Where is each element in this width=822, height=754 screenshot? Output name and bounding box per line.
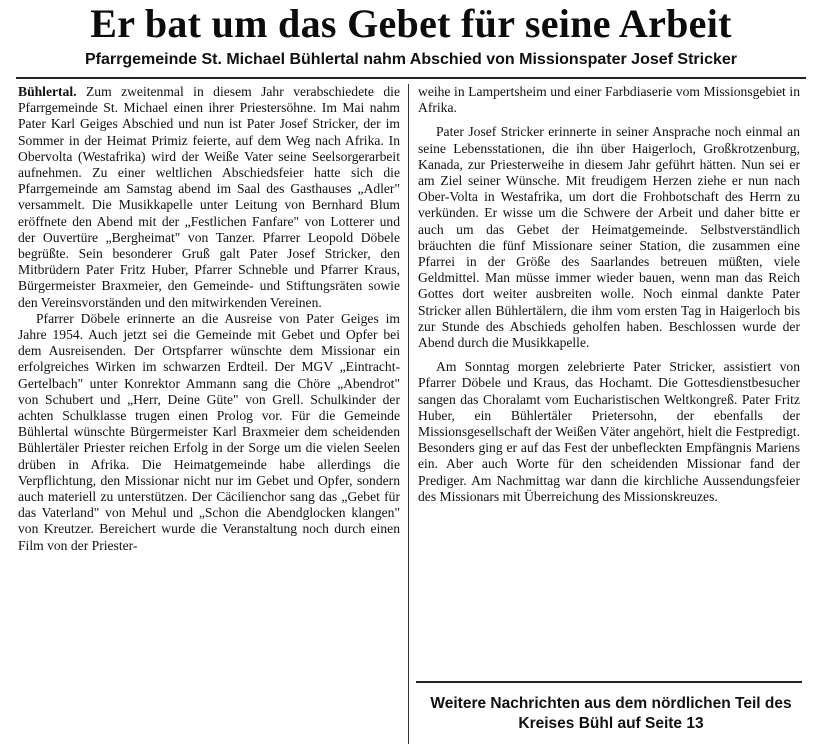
paragraph-5: Am Sonntag morgen zelebrierte Pater Stricker, assistiert von Pfarrer Döbele und Kraus, das Hochamt. Die Gottesdienstbesucher sangen das Choralamt vom Eucharistischen Weltkongreß. Pater Fritz Huber, ein Bühlertäler Prietersohn, der ebenfalls der Missionsgesellschaft der Weißen Väter angehört, hielt die Festpredigt. Besonders ging er auf das Fest der unbefleckten Empfängnis Mariens ein. Aber auch Worte für den scheidenden Missionar fand der Prediger. Am Nachmittag war dann die kirchliche Aussendungsfeier des Missionars mit Überreichung des Missionskreuzes. — [418, 359, 800, 504]
paragraph-4: Pater Josef Stricker erinnerte in seiner Ansprache noch einmal an seine Lebensstationen, die ihn über Haigerloch, Großkrotzenburg, Kanada, zur Priesterweihe in diesem Jahr geführt hätten. Nun sei er am Ziel seiner Wünsche. Mit freudigem Herzen ziehe er nun nach Ober-Volta in Westafrika, um dort die Frohbotschaft des Herrn zu verkünden. Er wisse um die Schwere der Arbeit und daher bitte er auch um das Gebet der Heimatgemeinde. Selbstverständlich bräuchten die fünf Missionare seiner Station, die zusammen eine Pfarrei in der Größe des Saarlandes betreuen müßten, viele Geldmittel. Man müsse immer wieder bauen, wenn man das Reich Gottes dort weiter ausbreiten wolle. Noch einmal dankte Pater Stricker allen Bühlertälern, die ihm vom ersten Tag in Haigerloch bis zur Stunde des Abschieds geholfen haben. Beschlossen wurde der Abend durch die Musikkapelle. — [418, 124, 800, 351]
column-divider — [408, 84, 409, 744]
paragraph-1-text: Zum zweitenmal in diesem Jahr verabschiedete die Pfarrgemeinde St. Michael einen ihrer Priestersöhne. Im Mai nahm Pater Karl Geiges Abschied und nun ist Pater Josef Stricker, der im Sommer in der Heimat Primiz feierte, auf dem Weg nach Afrika. In Obervolta (Westafrika) wird der Weiße Vater seine Seelsorgerarbeit aufnehmen. Zu einer weltlichen Abschiedsfeier hatte sich die Pfarrgemeinde am Samstag abend im Saal des Gasthauses „Adler" versammelt. Die Musikkapelle unter Leitung von Bernhard Blum eröffnete den Abend mit der „Festlichen Fanfare" von Lotterer und der Ouvertüre „Bergheimat" von Tanzer. Pfarrer Leopold Döbele begrüßte. Sein besonderer Gruß galt Pater Josef Stricker, den Mitbrüdern Pater Fritz Huber, Pfarrer Schneble und Pfarrer Kraus, Bürgermeister Braxmeier, den Gemeinde- und Stiftungsräten sowie den Vereinsvorständen und den mitwirkenden Vereinen. — [18, 84, 400, 310]
subheadline: Pfarrgemeinde St. Michael Bühlertal nahm Abschied von Missionspater Josef Stricker — [84, 51, 738, 68]
headline: Er bat um das Gebet für seine Arbeit — [90, 1, 732, 46]
paragraph-2: Pfarrer Döbele erinnerte an die Ausreise von Pater Geiges im Jahre 1954. Auch jetzt sei die Gemeinde mit Gebet und Opfer bei dem Ausreisenden. Der Ortspfarrer wünschte dem Missionar ein erfolgreiches Wirken im schwarzen Erdteil. Der MGV „Eintracht-Gertelbach" unter Konrektor Ammann sang die Chöre „Abendrot" von Schubert und „Herr, Deine Güte" von Grell. Schulkinder der achten Schulklasse trugen einen Prolog vor. Für die Gemeinde Bühlertal wünschte Bürgermeister Karl Braxmeier dem scheidenden Bühlertäler Priester reichen Erfolg in der Sorge um die vielen Seelen drüben in Afrika. Die Heimatgemeinde habe allerdings die Verpflichtung, den Missionar nicht nur im Gebet und Opfer, sondern auch materiell zu unterstützen. Der Cäcilienchor sang das „Gebet für das Vaterland" von Mehul und „Schon die Abendglocken klangen" von Kreutzer. Bereichert wurde die Veranstaltung noch durch einen Film von der Priester- — [18, 310, 400, 553]
paragraph-3: weihe in Lampertsheim und einer Farbdiaserie vom Missionsgebiet in Afrika. — [418, 84, 800, 116]
bottom-rule — [416, 681, 802, 683]
paragraph-1 — [18, 84, 400, 311]
column-left — [18, 84, 400, 554]
top-rule — [16, 77, 806, 79]
column-right — [418, 84, 800, 505]
footer-note: Weitere Nachrichten aus dem nördlichen Teil des Kreises Bühl auf Seite 13 — [430, 695, 792, 732]
dateline: Bühlertal. — [18, 84, 77, 99]
